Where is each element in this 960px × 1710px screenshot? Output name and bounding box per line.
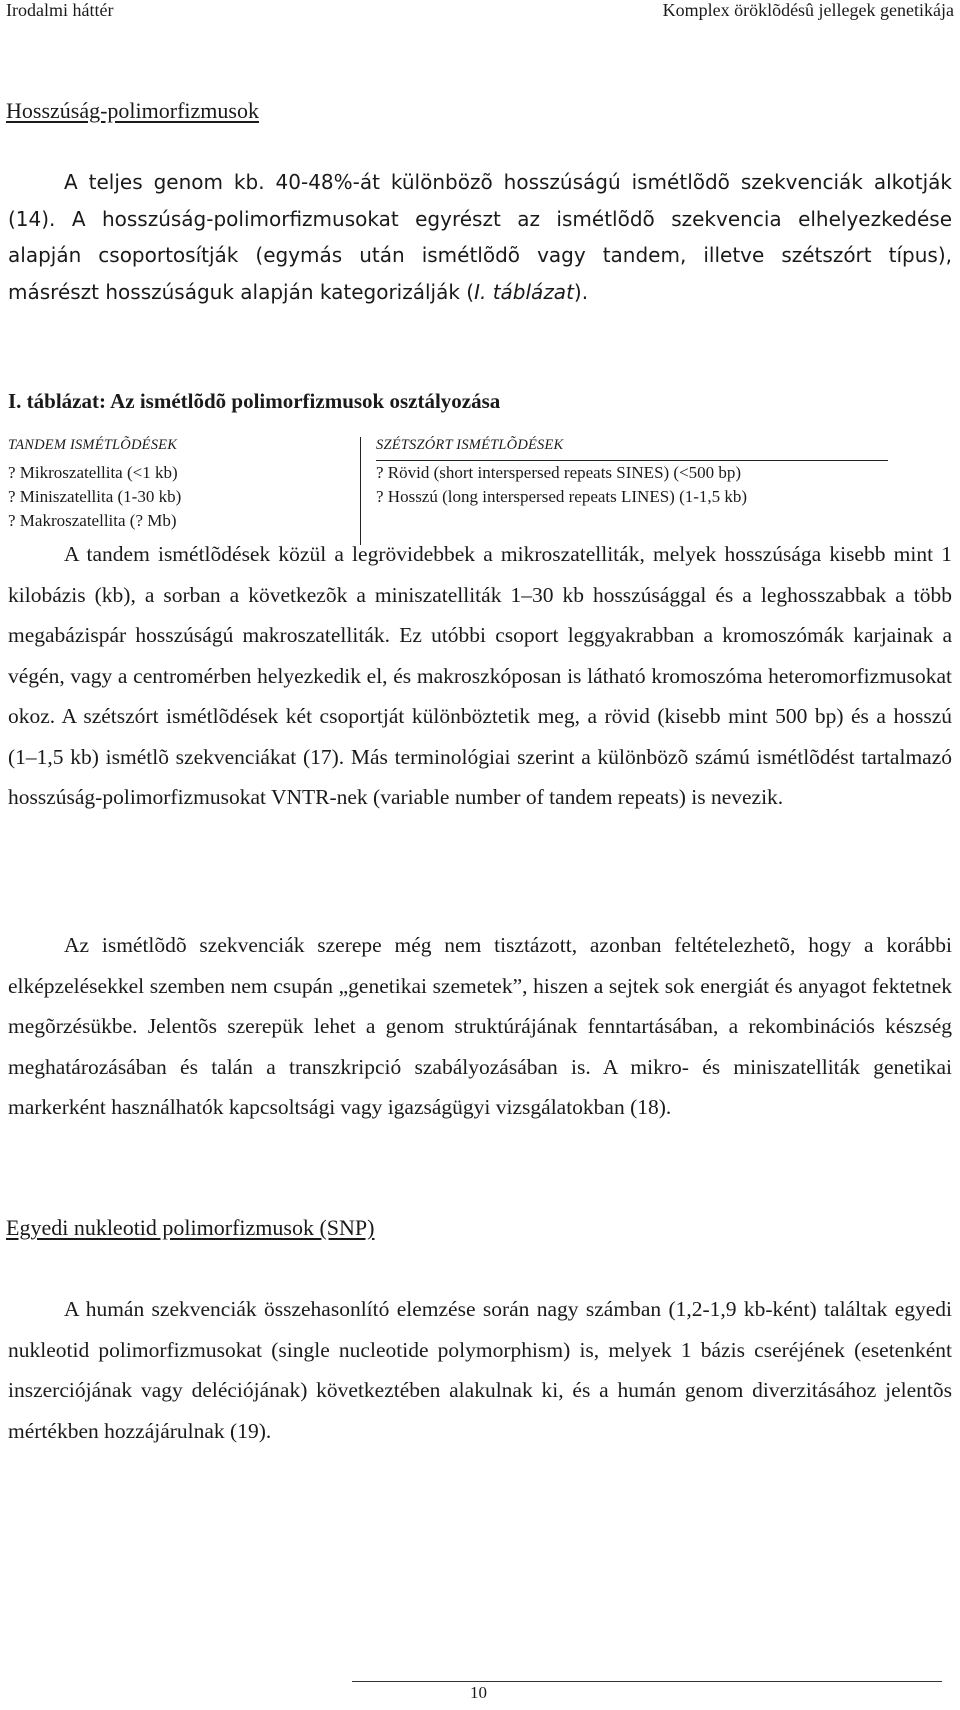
table-column-interspersed	[376, 437, 896, 509]
section-heading-length-polymorphisms: Hosszúság-polimorfizmusok	[6, 98, 259, 123]
paragraph-text-end: ).	[573, 279, 589, 304]
paragraph-tandem-repeats: A tandem ismétlõdések közül a legrövidebbek a mikroszatelliták, melyek hosszúsága kisebb mint 1 kilobázis (kb), a sorban a következõk a miniszatelliták 1–30 kb hosszúsággal és a leghosszabbak a több megabázispár hosszúságú makroszatelliták. Ez utóbbi csoport leggyakrabban a kromoszómák karjainak a végén, vagy a centromérben helyezkedik el, és makroszkóposan is látható kromoszóma heteromorfizmusokat okoz. A szétszórt ismétlõdések két csoportját különböztetik meg, a rövid (kisebb mint 500 bp) és a hosszú (1–1,5 kb) ismétlõ szekvenciákat (17). Más terminológiai szerint a különbözõ számú ismétlõdést tartalmazó hosszúság-polimorfizmusokat VNTR-nek (variable number of tandem repeats) is nevezik.	[8, 542, 952, 809]
section-heading-snp: Egyedi nukleotid polimorfizmusok (SNP)	[6, 1215, 375, 1240]
table-cell: ? Hosszú (long interspersed repeats LINES) (1-1,5 kb)	[376, 487, 748, 506]
table-cell: ? Mikroszatellita (<1 kb)	[8, 463, 178, 482]
footer-rule	[352, 1681, 942, 1682]
table-column-tandem	[8, 437, 348, 533]
header-chapter-title: Irodalmi háttér	[6, 0, 114, 20]
table-reference: I. táblázat	[474, 279, 574, 304]
page-number: 10	[470, 1683, 487, 1702]
header-document-title: Komplex öröklõdésû jellegek genetikája	[662, 0, 954, 20]
table-cell: ? Rövid (short interspersed repeats SINES) (<500 bp)	[376, 463, 742, 482]
paragraph-genome-repeats	[8, 164, 952, 310]
table-column-divider	[360, 437, 361, 545]
paragraph-text: A teljes genom kb. 40-48%-át különbözõ hosszúságú ismétlõdõ szekvenciák alkotják (14). A hosszúság-polimorfizmusokat egyrészt az ismétlõdõ szekvencia elhelyezkedése alapján csoportosítják (egymás után ismétlõdõ vagy tandem, illetve szétszórt típus), másrészt hosszúságuk alapján kategorizálják (	[8, 170, 952, 304]
table-cell: ? Miniszatellita (1-30 kb)	[8, 487, 182, 506]
paragraph-repeat-function: Az ismétlõdõ szekvenciák szerepe még nem tisztázott, azonban feltételezhetõ, hogy a korábbi elképzelésekkel szemben nem csupán „genetikai szemetek”, hiszen a sejtek sok energiát és anyagot fektetnek megõrzésükbe. Jelentõs szerepük lehet a genom struktúrájának fenntartásában, a rekombinációs készség meghatározásában és talán a transzkripció szabályozásában is. A mikro- és miniszatelliták genetikai markerként használhatók kapcsoltsági vagy igazságügyi vizsgálatokban (18).	[8, 933, 952, 1119]
table-title: I. táblázat: Az ismétlõdõ polimorfizmusok osztályozása	[8, 389, 501, 413]
table-cell: ? Makroszatellita (? Mb)	[8, 511, 177, 530]
table-header-interspersed: SZÉTSZÓRT ISMÉTLÕDÉSEK	[376, 437, 564, 453]
running-header	[6, 0, 954, 28]
table-header-tandem: TANDEM ISMÉTLÕDÉSEK	[8, 437, 178, 453]
paragraph-snp: A humán szekvenciák összehasonlító elemzése során nagy számban (1,2-1,9 kb-ként) találtak egyedi nukleotid polimorfizmusokat (single nucleotide polymorphism) is, melyek 1 bázis cseréjének (esetenként inszerciójának vagy deléciójának) következtében alakulnak ki, és a humán genom diverzitásához jelentõs mértékben hozzájárulnak (19).	[8, 1297, 952, 1443]
